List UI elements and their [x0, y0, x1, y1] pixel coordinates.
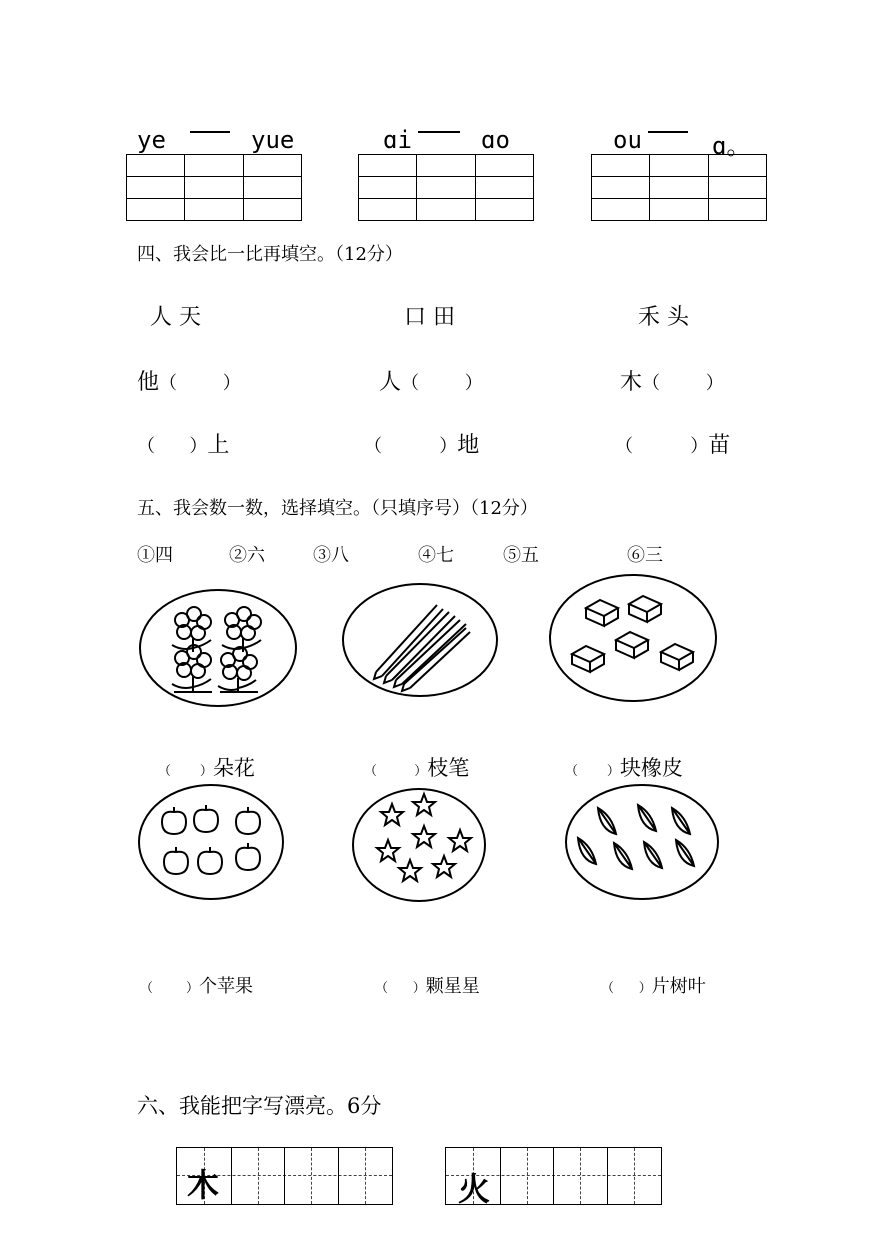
apple-icon [236, 843, 260, 870]
given-char: 人 [379, 370, 402, 395]
caption-erasers [565, 752, 683, 782]
eraser-oval [550, 575, 716, 701]
eraser-icon [661, 644, 693, 670]
leaf-icon [578, 838, 596, 864]
star-icon [377, 840, 399, 861]
writing-grid-2[interactable] [358, 154, 534, 221]
pinyin-right-2: ɑo [481, 126, 510, 154]
star-icon [433, 856, 455, 877]
given-char: 苗 [708, 433, 731, 458]
caption-label: 颗星星 [425, 976, 480, 997]
section-6-heading: 六、我能把字写漂亮。6分 [137, 1094, 382, 1118]
flower-icon [218, 647, 258, 692]
star-icon [381, 804, 403, 825]
dash-line [648, 131, 688, 133]
fill-item [620, 365, 724, 396]
answer-blank[interactable]: （ ） [158, 764, 213, 779]
writing-box-2[interactable] [445, 1147, 662, 1208]
caption-pencils [364, 752, 469, 782]
eraser-icon [586, 600, 618, 626]
answer-blank[interactable]: （ ） [364, 764, 428, 779]
apple-icon [198, 847, 222, 874]
option-6: ⑥三 [627, 545, 663, 566]
answer-blank[interactable]: （ ） [401, 373, 483, 394]
pinyin-right-1: yue [251, 126, 295, 154]
option-4: ④七 [418, 545, 454, 566]
star-icon [413, 794, 435, 815]
answer-blank[interactable]: （ ） [565, 764, 620, 779]
section-4-heading: 四、我会比一比再填空。（12分） [137, 244, 403, 265]
apple-icon [164, 847, 188, 874]
pinyin-right-3: ɑ。 [712, 132, 751, 160]
dash-line [418, 131, 460, 133]
dash-line [190, 131, 230, 133]
writing-grid-3[interactable] [591, 154, 767, 221]
model-character: 火 [458, 1170, 491, 1208]
given-char: 他 [137, 370, 160, 395]
caption-apples [140, 972, 253, 998]
writing-grid-1[interactable] [126, 154, 302, 221]
caption-leaves [601, 972, 706, 998]
caption-label: 枝笔 [427, 756, 470, 780]
answer-blank[interactable]: （ ） [140, 981, 200, 996]
star-icon [399, 860, 421, 881]
model-character: 木 [187, 1166, 220, 1204]
answer-blank[interactable]: （ ） [375, 981, 426, 996]
answer-blank[interactable]: （ ） [137, 436, 208, 457]
writing-box-1[interactable] [176, 1147, 393, 1205]
answer-blank[interactable]: （ ） [615, 436, 709, 457]
eraser-icon [616, 632, 648, 658]
fill-item [379, 365, 483, 396]
section-5-heading: 五、我会数一数，选择填空。（只填序号）（12分） [137, 498, 538, 519]
given-char: 地 [457, 433, 480, 458]
answer-blank[interactable]: （ ） [642, 373, 724, 394]
char-pair-2: 口 田 [404, 305, 455, 330]
caption-label: 朵花 [212, 756, 255, 780]
apple-icon [162, 807, 186, 834]
option-1: ①四 [137, 545, 173, 566]
fill-item [364, 428, 479, 459]
leaf-oval [566, 785, 718, 899]
leaf-icon [598, 808, 616, 834]
apple-oval [139, 785, 283, 899]
given-char: 木 [620, 370, 643, 395]
star-icon [449, 830, 471, 851]
char-pair-1: 人 天 [150, 305, 201, 330]
pinyin-left-2: ɑi [383, 126, 412, 154]
counting-pictures [0, 570, 888, 910]
apple-icon [194, 805, 218, 832]
apple-icon [236, 807, 260, 834]
eraser-icon [572, 646, 604, 672]
leaf-icon [676, 840, 694, 866]
caption-label: 个苹果 [199, 976, 254, 997]
fill-item [137, 365, 241, 396]
star-icon [413, 826, 435, 847]
flower-icon [222, 607, 261, 652]
option-2: ②六 [229, 545, 265, 566]
caption-flowers [158, 752, 255, 782]
leaf-icon [672, 808, 690, 834]
caption-label: 块橡皮 [619, 756, 683, 780]
flower-oval [140, 590, 296, 706]
answer-blank[interactable]: （ ） [159, 373, 241, 394]
char-pair-3: 禾 头 [638, 305, 689, 330]
caption-label: 片树叶 [651, 976, 706, 997]
pinyin-left-1: ye [137, 126, 166, 154]
flower-icon [172, 645, 212, 692]
fill-item [615, 428, 730, 459]
leaf-icon [614, 843, 632, 869]
leaf-icon [644, 842, 662, 868]
leaf-icon [638, 805, 656, 831]
eraser-icon [629, 596, 661, 622]
option-5: ⑤五 [503, 545, 539, 566]
fill-item [137, 428, 229, 459]
caption-stars [375, 972, 480, 998]
pinyin-left-3: ou [613, 126, 642, 154]
option-3: ③八 [313, 545, 349, 566]
given-char: 上 [207, 433, 230, 458]
answer-blank[interactable]: （ ） [364, 436, 458, 457]
answer-blank[interactable]: （ ） [601, 981, 652, 996]
